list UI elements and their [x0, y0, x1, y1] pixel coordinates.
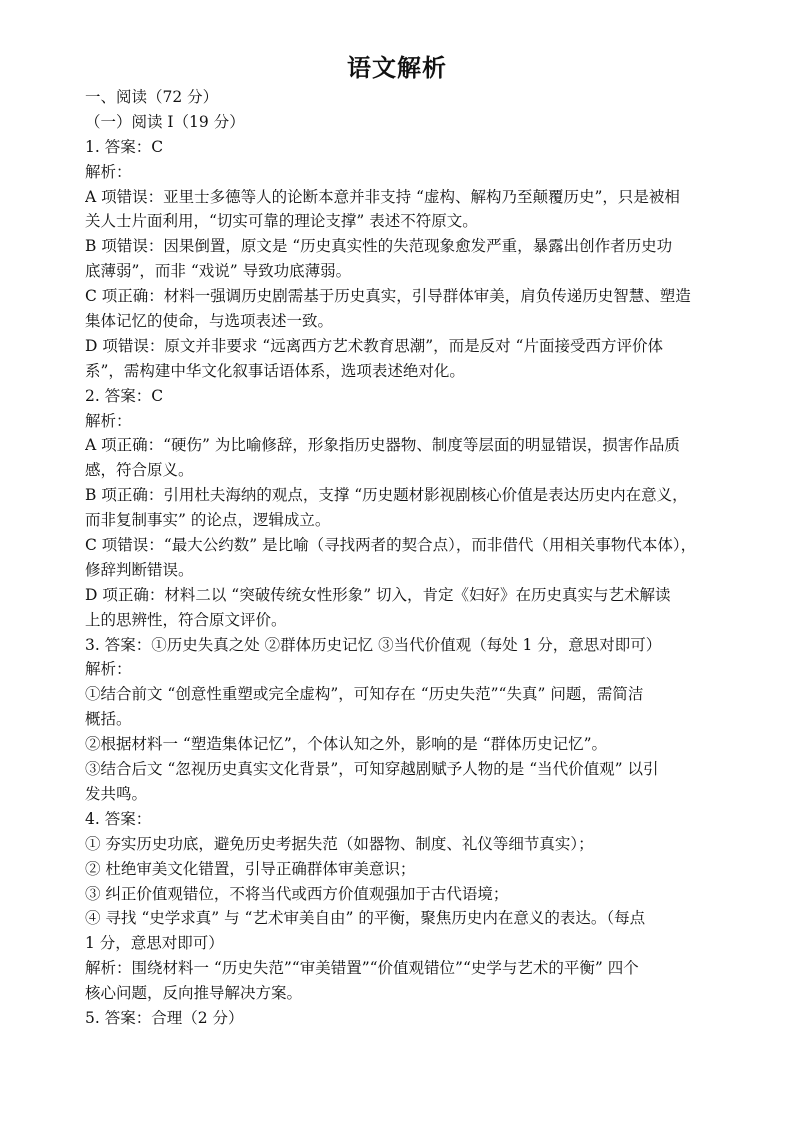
text-line: C 项正确：材料一强调历史剧需基于历史真实，引导群体审美，肩负传递历史智慧、塑造 — [85, 287, 691, 306]
text-line: 修辞判断错误。 — [85, 560, 194, 579]
text-line: 系”，需构建中华文化叙事话语体系，选项表述绝对化。 — [85, 361, 465, 380]
text-line: 上的思辨性，符合原文评价。 — [85, 610, 287, 629]
text-line: B 项错误：因果倒置，原文是 “历史真实性的失范现象愈发严重，暴露出创作者历史功 — [85, 237, 673, 256]
text-line: C 项错误：“最大公约数” 是比喻（寻找两者的契合点），而非借代（用相关事物代本体）， — [85, 536, 697, 555]
text-line: 一、阅读（72 分） — [85, 88, 219, 106]
text-line: 集体记忆的使命，与选项表述一致。 — [85, 312, 334, 331]
text-line: 关人士片面利用，“切实可靠的理论支撑” 表述不符原文。 — [85, 212, 478, 231]
text-line: 5. 答案：合理（2 分） — [85, 1008, 244, 1027]
text-line: （一）阅读 Ⅰ（19 分） — [85, 112, 245, 131]
text-line: 解析： — [85, 411, 132, 430]
text-line: ①结合前文 “创意性重塑或完全虚构”，可知存在 “历史失范”“失真” 问题，需简洁 — [85, 685, 644, 704]
text-line: 而非复制事实” 的论点，逻辑成立。 — [85, 511, 331, 530]
text-line: D 项错误：原文并非要求 “远离西方艺术教育思潮”，而是反对 “片面接受西方评价体 — [85, 336, 663, 355]
text-line: 解析：围绕材料一 “历史失范”“审美错置”“价值观错位”“史学与艺术的平衡” 四个 — [85, 959, 639, 978]
text-line: ① 夯实历史功底，避免历史考据失范（如器物、制度、礼仪等细节真实）； — [85, 834, 594, 853]
page-title: 语文解析 — [347, 54, 447, 82]
text-line: 核心问题，反向推导解决方案。 — [85, 984, 303, 1003]
text-line: A 项错误：亚里士多德等人的论断本意并非支持 “虚构、解构乃至颠覆历史”，只是被相 — [85, 187, 680, 206]
text-line: A 项正确：“硬伤” 为比喻修辞，形象指历史器物、制度等层面的明显错误，损害作品质 — [85, 436, 680, 455]
text-line: 3. 答案：①历史失真之处 ②群体历史记忆 ③当代价值观（每处 1 分，意思对即可） — [85, 635, 662, 654]
text-line: 发共鸣。 — [85, 784, 148, 803]
text-line: ③ 纠正价值观错位，不将当代或西方价值观强加于古代语境； — [85, 884, 509, 903]
text-line: 1. 答案：C — [85, 137, 164, 156]
text-line: 解析： — [85, 660, 132, 679]
text-line: B 项正确：引用杜夫海纳的观点，支撑 “历史题材影视剧核心价值是表达历史内在意义， — [85, 486, 688, 505]
text-line: ③结合后文 “忽视历史真实文化背景”，可知穿越剧赋予人物的是 “当代价值观” 以引 — [85, 760, 659, 779]
text-line: ② 杜绝审美文化错置，引导正确群体审美意识； — [85, 859, 416, 878]
text-line: 解析： — [85, 162, 132, 181]
text-line: ④ 寻找 “史学求真” 与 “艺术审美自由” 的平衡，聚焦历史内在意义的表达。（每点 — [85, 909, 646, 928]
text-line: 感，符合原义。 — [85, 461, 194, 480]
text-line: 1 分，意思对即可） — [85, 934, 224, 953]
text-line: D 项正确：材料二以 “突破传统女性形象” 切入，肯定《妇好》在历史真实与艺术解读 — [85, 585, 671, 604]
text-line: 概括。 — [85, 710, 132, 729]
text-line: 2. 答案：C — [85, 386, 164, 405]
text-line: ②根据材料一 “塑造集体记忆”，个体认知之外，影响的是 “群体历史记忆”。 — [85, 735, 608, 754]
document-body — [85, 85, 707, 1031]
text-line: 底薄弱”，而非 “戏说” 导致功底薄弱。 — [85, 262, 352, 281]
text-line: 4. 答案： — [85, 809, 152, 828]
